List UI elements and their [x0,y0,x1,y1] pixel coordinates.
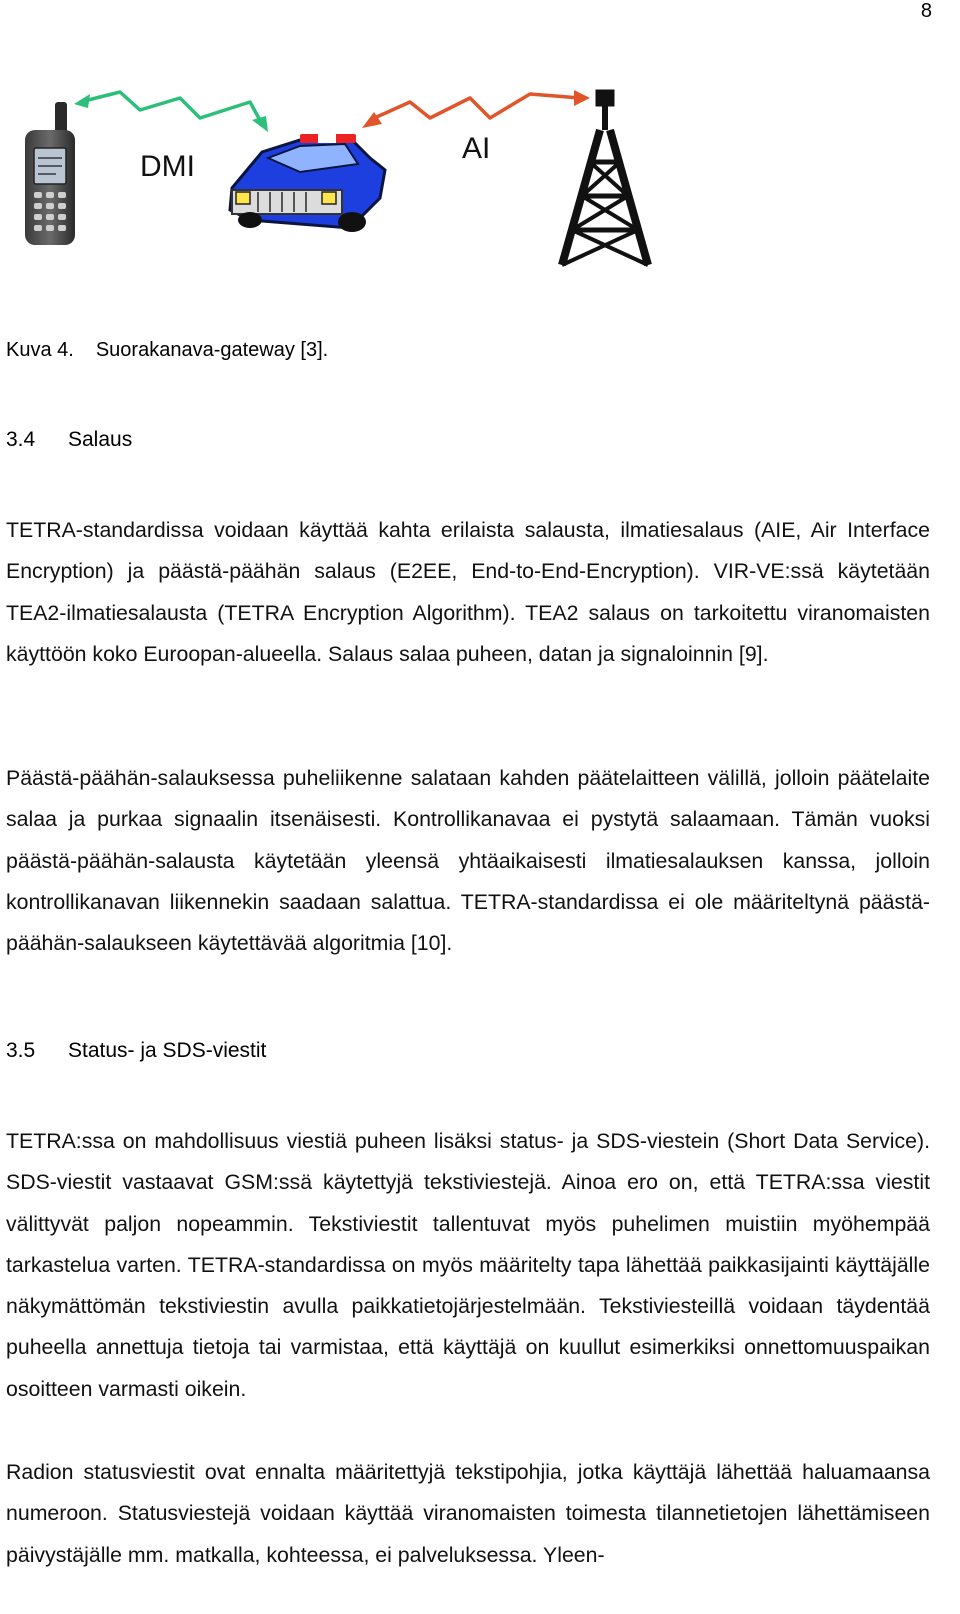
page-number: 8 [920,0,932,22]
section-heading-3-5 [6,1037,266,1065]
paragraph: TETRA-standardissa voidaan käyttää kahta erilaista salausta, ilmatiesalaus (AIE, Air Interface Encryption) ja päästä-päähän salaus (E2EE, End-to-End-Encryption). VIR-VE:ssä käytetään TEA2-ilmatiesalausta (TETRA Encryption Algorithm). TEA2 salaus on tarkoitettu viranomaisten käyttöön koko Euroopan-alueella. Salaus salaa puheen, datan ja signaloinnin [9]. [6,518,930,666]
caption-text: Suorakanava-gateway [3]. [95,339,329,361]
ai-label: AI [462,132,491,165]
ai-link-arrow [362,90,590,128]
paragraph: Päästä-päähän-salauksessa puheliikenne salataan kahden päätelaitteen välillä, jolloin päätelaite salaa ja purkaa signaalin itsenäisesti. Kontrollikanavaa ei pystytä salaamaan. Tämän vuoksi päästä-päähän-salausta käytetään yleensä yhtäaikaisesti ilmatiesalauksen kanssa, jolloin kontrollikanavan liikennekin saadaan salattua. TETRA-standardissa ei ole määriteltynä päästä-päähän-salaukseen käytettävää algoritmia [10]. [6,766,930,956]
dmi-link-arrow [74,92,268,132]
dmi-label: DMI [140,150,195,183]
gateway-diagram [0,80,700,280]
radio-handset-icon [25,102,75,245]
gateway-figure [0,80,700,280]
section-title: Salaus [68,428,133,451]
caption-number: Kuva 4. [6,339,74,361]
section-number: 3.5 [6,1039,36,1062]
figure-caption [6,336,328,364]
radio-tower-icon [562,90,648,265]
police-car-icon [230,134,385,232]
paragraph: TETRA:ssa on mahdollisuus viestiä puheen lisäksi status- ja SDS-viestein (Short Data Service). SDS-viestit vastaavat GSM:ssä käytettyjä tekstiviestejä. Ainoa ero on, että TETRA:ssa viestit välittyvät paljon nopeammin. Tekstiviestit tallentuvat myös puhelimen muistiin myöhempää tarkastelua varten. TETRA-standardissa on myös määritelty tapa lähettää paikkasijainti käyttäjälle näkymättömän tekstiviestin avulla paikkatietojärjestelmään. Tekstiviesteillä voidaan täydentää puheella annettuja tietoja tai varmistaa, että käyttäjä on kuullut esimerkiksi onnettomuuspaikan osoitteen varmasti oikein. [6,1129,930,1401]
section-title: Status- ja SDS-viestit [68,1039,267,1062]
paragraph: Radion statusviestit ovat ennalta määritettyjä tekstipohjia, jotka käyttäjä lähettää haluamaansa numeroon. Statusviestejä voidaan käyttää viranomaisten toimesta tilannetietojen lähettämiseen päivystäjälle mm. matkalla, kohteessa, ei palveluksessa. Yleen- [6,1460,930,1567]
section-heading-3-4 [6,426,132,454]
section-number: 3.4 [6,428,36,451]
